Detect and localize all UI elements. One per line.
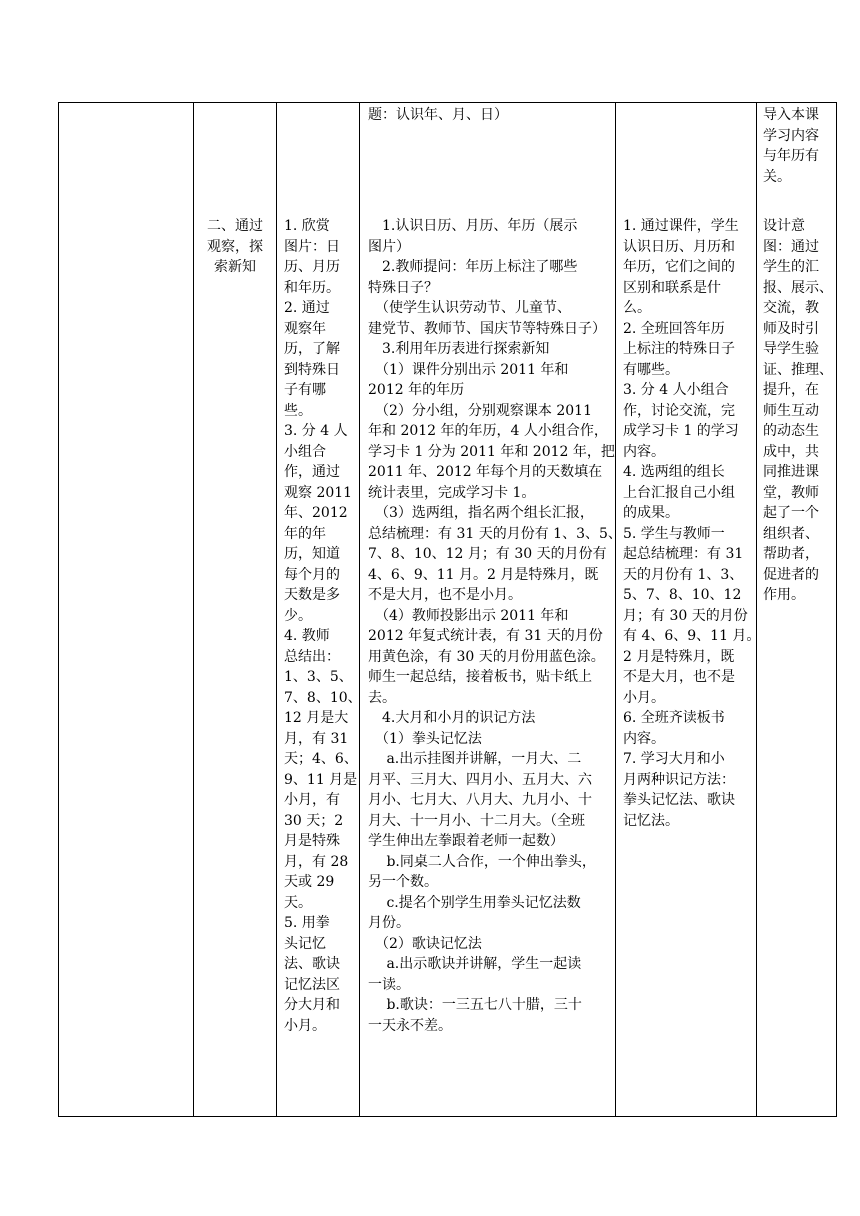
text-line: 月，有 28 bbox=[284, 853, 349, 870]
row2-teacher-activity bbox=[361, 216, 622, 1036]
text-line: 2011 年、2012 年每个月的天数填在 bbox=[368, 464, 603, 480]
text-line: 7、8、10、12 月；有 30 天的月份有 bbox=[368, 546, 607, 562]
row2-student-activity bbox=[617, 216, 761, 831]
text-line: 天或 29 bbox=[284, 874, 335, 890]
text-line: 起总结梳理：有 31 bbox=[623, 546, 744, 562]
text-line: 5. 学生与教师一 bbox=[623, 525, 725, 542]
text-line: 5. 用拳 bbox=[284, 915, 330, 931]
text-line: （2）分小组，分别观察课本 2011 bbox=[368, 402, 592, 419]
text-line: 与年历有 bbox=[763, 148, 819, 164]
text-line: 一天永不差。 bbox=[368, 1017, 452, 1034]
text-line: 区别和联系是什 bbox=[623, 279, 721, 296]
text-line: 年历，它们之间的 bbox=[623, 259, 735, 275]
text-line: 4、6、9、11 月。2 月是特殊月，既 bbox=[368, 566, 599, 583]
text-line: 报、展示、 bbox=[763, 279, 833, 296]
text-line: 小月，有 bbox=[284, 792, 340, 808]
text-line: 的动态生 bbox=[763, 423, 819, 439]
text-line: 月；有 30 天的月份 bbox=[623, 607, 748, 624]
text-line: 内容。 bbox=[623, 443, 665, 460]
text-line: 月平、三月大、四月小、五月大、六 bbox=[368, 771, 592, 788]
text-line: 师及时引 bbox=[763, 320, 819, 337]
text-line: c.提名个别学生用拳头记忆法数 bbox=[368, 894, 581, 911]
text-line: 的成果。 bbox=[623, 505, 679, 521]
text-line: 么。 bbox=[623, 300, 651, 316]
text-line: 学习内容 bbox=[763, 127, 819, 144]
text-line: 年、2012 bbox=[284, 505, 348, 521]
text-line: 作，讨论交流，完 bbox=[623, 402, 735, 419]
text-line: 月大、十一月小、十二月大。（全班 bbox=[368, 812, 585, 829]
text-line: 4.大月和小月的识记方法 bbox=[368, 710, 536, 726]
text-line: （1）课件分别出示 2011 年和 bbox=[368, 361, 569, 378]
text-line: 月小、七月大、八月大、九月小、十 bbox=[368, 792, 592, 808]
text-line: 统计表里，完成学习卡 1。 bbox=[368, 484, 536, 501]
text-line: 2. 全班回答年历 bbox=[623, 320, 725, 337]
text-line: （使学生认识劳动节、儿童节、 bbox=[368, 300, 571, 316]
text-line: 2 月是特殊月，既 bbox=[623, 648, 735, 665]
column-divider bbox=[276, 103, 277, 1116]
text-line: 观察，探 bbox=[207, 238, 263, 255]
text-line: 年和 2012 年的年历，4 人小组合作， bbox=[368, 423, 608, 439]
text-line: 4. 教师 bbox=[284, 628, 330, 644]
text-line: 2.教师提问：年历上标注了哪些 bbox=[368, 259, 578, 275]
text-line: 不是大月，也不是 bbox=[623, 669, 735, 685]
text-line: 4. 选两组的组长 bbox=[623, 464, 725, 480]
text-line: 天；4、6、 bbox=[284, 751, 358, 767]
text-line: 一读。 bbox=[368, 976, 410, 993]
text-line: 不是大月，也不是小月。 bbox=[368, 587, 522, 603]
text-line: 建党节、教师节、国庆节等特殊日子） bbox=[368, 320, 606, 337]
column-divider bbox=[756, 103, 757, 1116]
text-line: 设计意 bbox=[763, 218, 805, 234]
text-line: 1.认识日历、月历、年历（展示 bbox=[368, 218, 578, 234]
text-line: 6. 全班齐读板书 bbox=[623, 710, 725, 726]
text-line: 小月。 bbox=[623, 689, 665, 706]
row1-design-intent bbox=[758, 105, 836, 187]
text-line: 学生的汇 bbox=[763, 259, 819, 275]
text-line: 2012 年的年历 bbox=[368, 382, 465, 398]
text-line: 记忆法。 bbox=[623, 812, 679, 829]
text-line: 同推进课 bbox=[763, 464, 819, 480]
text-line: 交流，教 bbox=[763, 300, 819, 316]
text-line: 图片） bbox=[368, 238, 410, 255]
text-line: 记忆法区 bbox=[284, 976, 340, 993]
text-line: 师生一起总结，接着板书，贴卡纸上 bbox=[368, 669, 592, 685]
text-line: 导入本课 bbox=[763, 107, 819, 123]
text-line: 上标注的特殊日子 bbox=[623, 341, 735, 357]
text-line: 12 月是大 bbox=[284, 710, 349, 726]
row2-design-intent bbox=[758, 216, 836, 606]
text-line: 作用。 bbox=[763, 587, 805, 603]
text-line: 学习卡 1 分为 2011 年和 2012 年，把 bbox=[368, 443, 615, 460]
text-line: a.出示歌诀并讲解，学生一起读 bbox=[368, 956, 582, 972]
text-line: 证、推理、 bbox=[763, 361, 833, 378]
text-line: （3）选两组，指名两个组长汇报， bbox=[368, 505, 594, 521]
text-line: b.同桌二人合作，一个伸出拳头， bbox=[368, 853, 596, 870]
text-line: 学生伸出左拳跟着老师一起数） bbox=[368, 833, 564, 849]
text-line: 3.利用年历表进行探索新知 bbox=[368, 341, 550, 357]
text-line: 每个月的 bbox=[284, 566, 340, 583]
text-line: 子有哪 bbox=[284, 382, 326, 398]
text-line: 小月。 bbox=[284, 1017, 326, 1034]
text-line: 有 4、6、9、11 月。 bbox=[623, 628, 761, 644]
text-line: 作，通过 bbox=[284, 464, 340, 480]
text-line: 去。 bbox=[368, 689, 396, 706]
text-line: 上台汇报自己小组 bbox=[623, 484, 735, 501]
column-divider bbox=[359, 103, 360, 1116]
text-line: 用黄色涂，有 30 天的月份用蓝色涂。 bbox=[368, 648, 605, 665]
lesson-plan-table bbox=[58, 102, 837, 1117]
text-line: 起了一个 bbox=[763, 505, 819, 521]
text-line: 观察年 bbox=[284, 320, 326, 337]
text-line: （1）拳头记忆法 bbox=[368, 730, 482, 747]
text-line: a.出示挂图并讲解，一月大、二 bbox=[368, 751, 582, 767]
text-line: 月是特殊 bbox=[284, 833, 340, 849]
text-line: 堂，教师 bbox=[763, 484, 819, 501]
text-line: 30 天；2 bbox=[284, 812, 344, 829]
text-line: 索新知 bbox=[214, 259, 256, 275]
text-line: 成中，共 bbox=[763, 443, 819, 460]
text-line: 9、11 月是 bbox=[284, 771, 358, 788]
text-line: b.歌诀：一三五七八十腊，三十 bbox=[368, 997, 582, 1013]
text-line: 3. 分 4 人 bbox=[284, 423, 348, 439]
text-line: 总结出： bbox=[284, 648, 340, 665]
text-line: 到特殊日 bbox=[284, 361, 340, 378]
text-line: 2. 通过 bbox=[284, 300, 330, 316]
text-line: 促进者的 bbox=[763, 566, 819, 583]
text-line: 年的年 bbox=[284, 525, 326, 542]
text-line: 题：认识年、月、日） bbox=[368, 107, 508, 123]
text-line: 另一个数。 bbox=[368, 874, 438, 890]
text-line: 导学生验 bbox=[763, 341, 819, 357]
text-line: 内容。 bbox=[623, 730, 665, 747]
text-line: 历，知道 bbox=[284, 546, 340, 562]
text-line: 关。 bbox=[763, 168, 791, 185]
text-line: 7. 学习大月和小 bbox=[623, 751, 725, 767]
text-line: （4）教师投影出示 2011 年和 bbox=[368, 607, 569, 624]
column-divider bbox=[193, 103, 194, 1116]
text-line: 组织者、 bbox=[763, 525, 819, 542]
row2-learning-goals bbox=[278, 216, 362, 1036]
text-line: 特殊日子？ bbox=[368, 279, 438, 296]
text-line: 2012 年复式统计表，有 31 天的月份 bbox=[368, 628, 603, 644]
text-line: 月两种识记方法： bbox=[623, 771, 735, 788]
text-line: 师生互动 bbox=[763, 402, 819, 419]
text-line: 头记忆 bbox=[284, 935, 326, 952]
text-line: 历，了解 bbox=[284, 341, 340, 357]
text-line: 3. 分 4 人小组合 bbox=[623, 382, 729, 398]
text-line: 月，有 31 bbox=[284, 730, 349, 747]
text-line: 历、月历 bbox=[284, 259, 340, 275]
text-line: 小组合 bbox=[284, 443, 326, 460]
row2-stage-title bbox=[195, 216, 275, 278]
text-line: 天的月份有 1、3、 bbox=[623, 566, 744, 583]
text-line: 图片：日 bbox=[284, 238, 340, 255]
text-line: 1. 通过课件，学生 bbox=[623, 218, 739, 234]
text-line: 天。 bbox=[284, 894, 312, 911]
text-line: 有哪些。 bbox=[623, 361, 679, 378]
text-line: 法、歌诀 bbox=[284, 956, 340, 972]
text-line: 二、通过 bbox=[207, 218, 263, 234]
text-line: 拳头记忆法、歌诀 bbox=[623, 792, 735, 808]
text-line: 分大月和 bbox=[284, 997, 340, 1013]
text-line: 图：通过 bbox=[763, 238, 819, 255]
text-line: 认识日历、月历和 bbox=[623, 238, 735, 255]
text-line: 和年历。 bbox=[284, 279, 340, 296]
text-line: 帮助者， bbox=[763, 546, 819, 562]
row1-teacher-activity bbox=[361, 105, 616, 126]
text-line: 5、7、8、10、12 bbox=[623, 587, 742, 603]
text-line: 观察 2011 bbox=[284, 484, 353, 501]
text-line: 1、3、5、 bbox=[284, 669, 353, 685]
text-line: 1. 欣赏 bbox=[284, 218, 330, 234]
text-line: 成学习卡 1 的学习 bbox=[623, 423, 739, 439]
text-line: 7、8、10、 bbox=[284, 689, 362, 706]
text-line: 些。 bbox=[284, 402, 312, 419]
text-line: 月份。 bbox=[368, 915, 410, 931]
text-line: 总结梳理：有 31 天的月份有 1、3、5、 bbox=[368, 525, 622, 542]
text-line: 少。 bbox=[284, 607, 312, 624]
text-line: 提升，在 bbox=[763, 382, 819, 398]
text-line: 天数是多 bbox=[284, 587, 340, 603]
text-line: （2）歌诀记忆法 bbox=[368, 935, 482, 952]
